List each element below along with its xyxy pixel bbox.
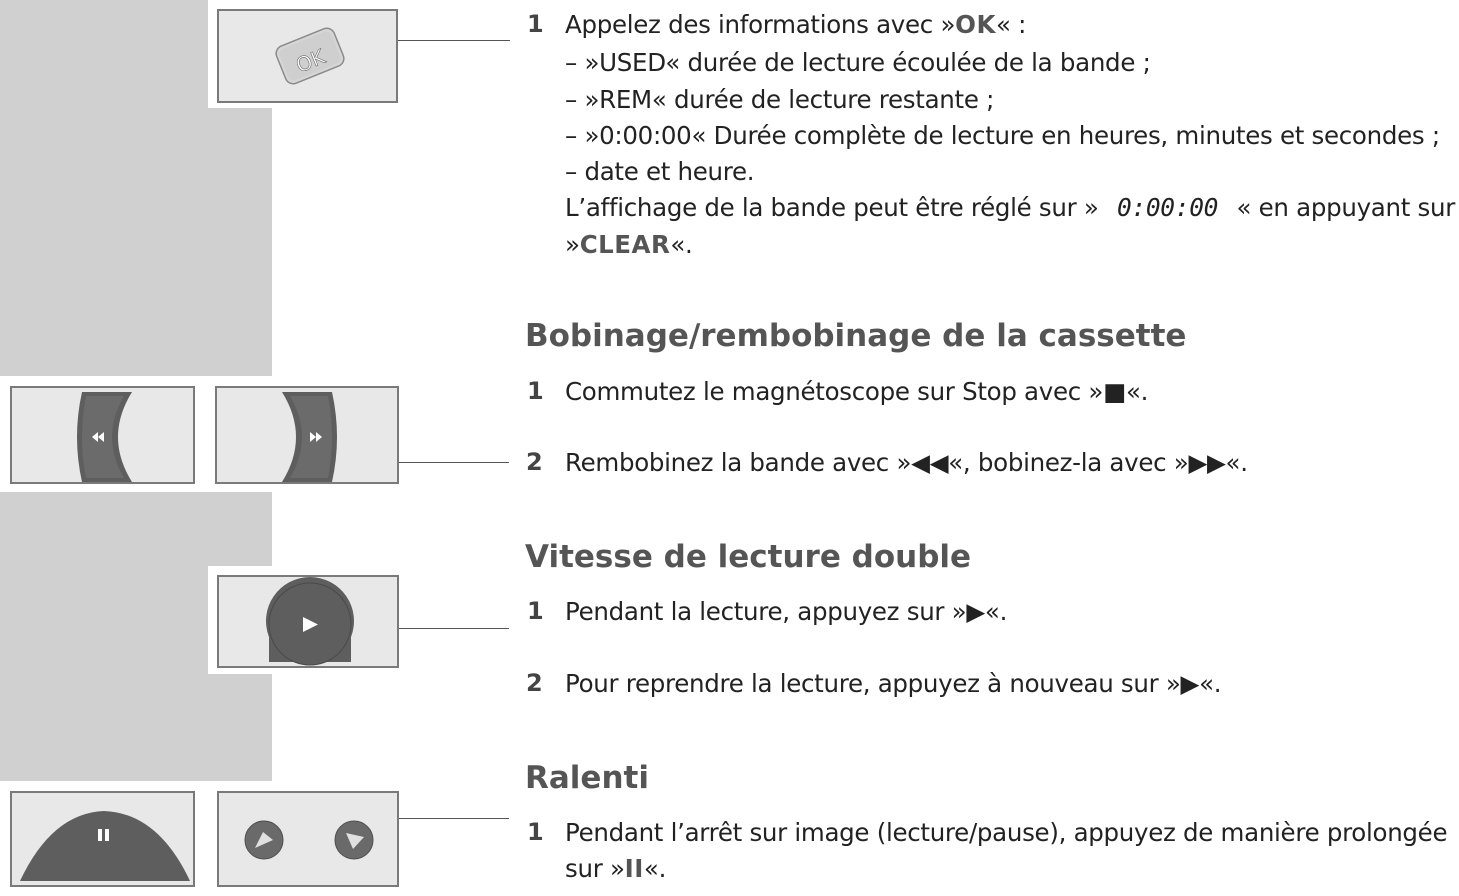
info-bullet-rem: – »REM« durée de lecture restante ;	[565, 85, 995, 114]
slow-heading: Ralenti	[525, 760, 649, 796]
fast-forward-button-icon	[217, 388, 401, 486]
connector-play	[399, 628, 509, 629]
ok-button-box	[217, 9, 398, 103]
slow-step-1-line2: sur »II«.	[565, 854, 667, 883]
info-bullet-date: – date et heure.	[565, 157, 755, 186]
wind-step-1-number: 1	[527, 377, 544, 405]
wind-step-1-text: Commutez le magnétoscope sur Stop avec »■«.	[565, 377, 1149, 406]
pause-button-icon	[12, 793, 197, 889]
info-note-line2: »CLEAR«.	[565, 230, 693, 259]
slow-step-1-number: 1	[527, 818, 544, 846]
wind-step-2-number: 2	[526, 448, 543, 476]
rewind-button-icon	[12, 388, 197, 486]
double-step-1-number: 1	[527, 597, 544, 625]
arrow-buttons-box	[217, 791, 399, 887]
forward-button-box	[215, 386, 399, 484]
pause-button-box	[10, 791, 195, 887]
double-step-2-number: 2	[526, 669, 543, 697]
connector-slow	[399, 818, 509, 819]
play-button-icon	[219, 577, 401, 670]
connector-wind	[399, 462, 509, 463]
wind-heading: Bobinage/rembobinage de la cassette	[525, 318, 1187, 354]
info-bullet-duration: – »0:00:00« Durée complète de lecture en heures, minutes et secondes ;	[565, 121, 1440, 150]
play-button-box	[217, 575, 399, 668]
info-bullet-used: – »USED« durée de lecture écoulée de la bande ;	[565, 48, 1151, 77]
info-step-1-number: 1	[527, 10, 544, 38]
double-step-1-text: Pendant la lecture, appuyez sur »▶«.	[565, 597, 1008, 626]
ok-button-icon	[219, 11, 400, 105]
rewind-button-box	[10, 386, 195, 484]
double-step-2-text: Pour reprendre la lecture, appuyez à nouveau sur »▶«.	[565, 669, 1222, 698]
double-heading: Vitesse de lecture double	[525, 539, 972, 575]
info-note-line1: L’affichage de la bande peut être réglé sur » 0:00:00 « en appuyant sur	[565, 193, 1455, 222]
ok-label: OK	[292, 44, 329, 78]
wind-step-2-text: Rembobinez la bande avec »◀◀«, bobinez-la avec »▶▶«.	[565, 448, 1248, 477]
slow-step-1-line1: Pendant l’arrêt sur image (lecture/pause), appuyez de manière prolongée	[565, 818, 1448, 847]
info-step-1-text: Appelez des informations avec »OK« :	[565, 10, 1027, 39]
connector-ok	[398, 40, 510, 41]
arrow-buttons-icon	[219, 793, 401, 889]
